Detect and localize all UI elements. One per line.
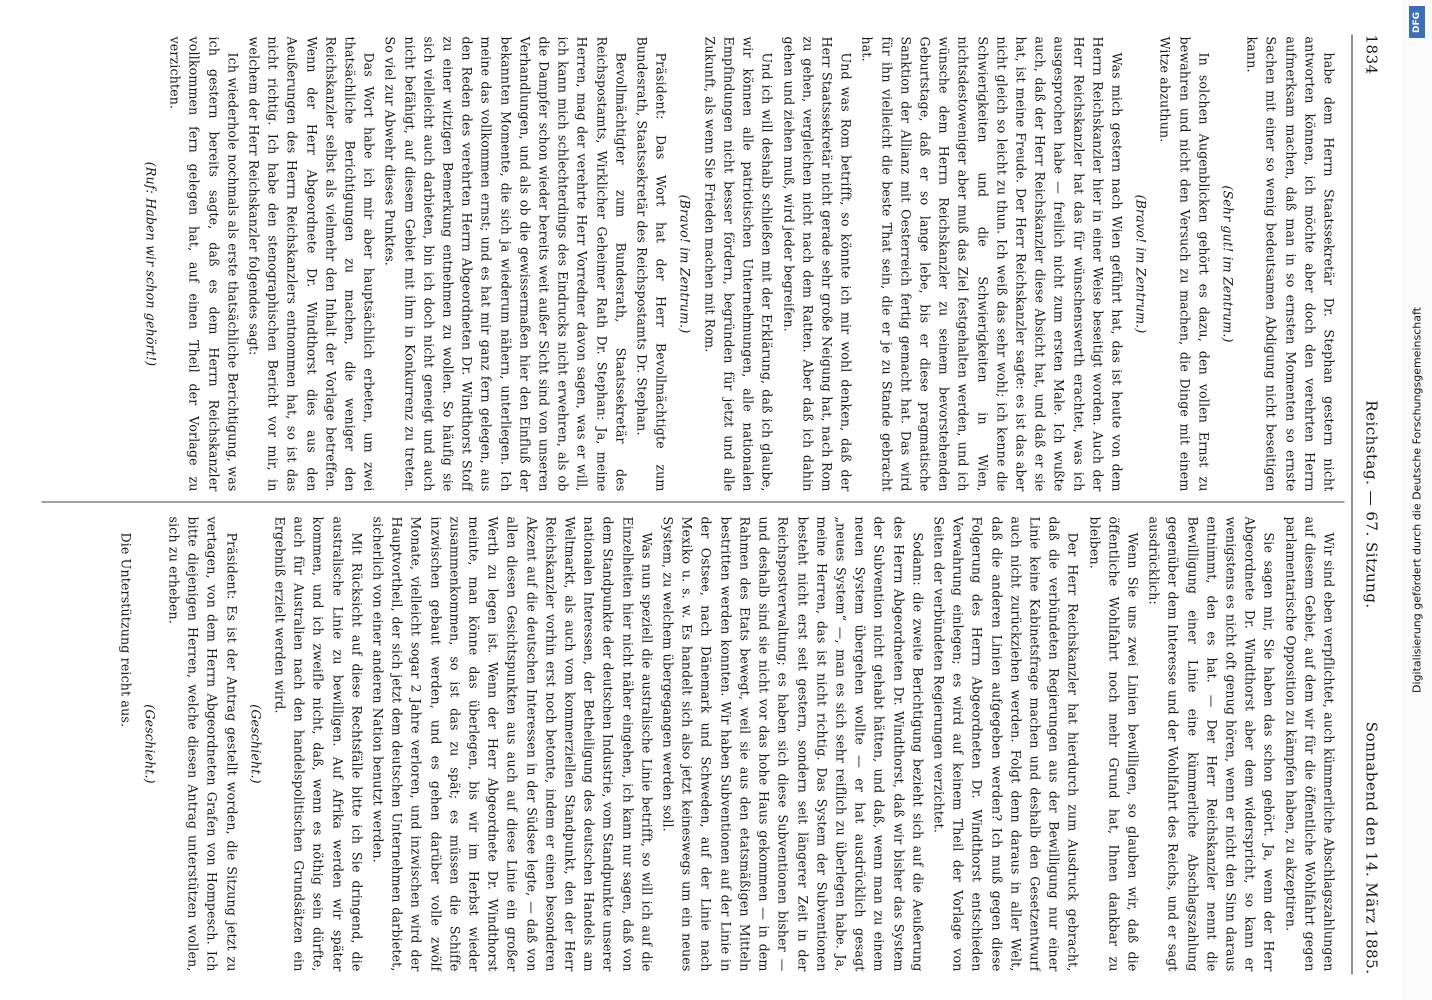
- interjection: (Ruf: Haben wir schon gehört!): [143, 161, 159, 367]
- interjection: (Bravo! im Zentrum.): [678, 194, 693, 334]
- dfg-logo: DFG: [1409, 6, 1425, 38]
- paragraph: Und was Rom betrifft, so könnte ich mir wohl denken, daß der Herr Staatssekretär nicht gerade sehr große Neigung hat, nach Rom zu gehen, vergleichen nicht nach dem Ratten. Aber daß ich dahin gehen und ziehen muß, wird jeder begreifen.: [781, 36, 854, 492]
- interjection: (Sehr gut! im Zentrum.): [1220, 185, 1236, 343]
- paragraph: Der Herr Reichskanzler hat hierdurch zum Ausdruck gebracht, daß die verbündeten Regierungen aus der Bewilligung nur einer Linie keine Kabinetsfrage machen und deshalb den Gesetzentwurf auch nicht zurückziehen werden. Folgt denn daraus in aller Welt, daß die anderen Linien aufgegeben werden? Ich muß gegen diese Folgerung des Herrn Abgeordneten Dr. Windthorst entschieden Verwahrung einlegen; es wird auf keinem Theil der Vorlage von Seiten der verbündeten Regierungen verzichtet.: [931, 516, 1081, 972]
- paragraph: Ich wiederhole nochmals als erste thatsächliche Berichtigung, was ich gestern bereits sagte, daß es dem Herrn Reichskanzler vollkommen fern gelegen hat, auf einen Theil der Vorlage zu verzichten.: [167, 36, 241, 492]
- header-rule: [1352, 35, 1353, 975]
- interjection: (Geschieht.): [142, 704, 158, 784]
- paragraph: habe dem Herrn Staatssekretär Dr. Stephan gestern nicht antworten können, ich möchte aber doch den verehrten Herrn aufmerksam machen, daß man in so ernsten Momenten so ernste Sachen mit einer so wenig bedeutsamen Abdigung nicht beseitigen kann.: [1244, 36, 1337, 492]
- digitization-credit: Digitalisierung gefördert durch die Deutsche Forschungsgemeinschaft: [1410, 307, 1424, 693]
- page-number: 1834: [1362, 34, 1381, 75]
- paragraph: Wenn Sie uns zwei Linien bewilligen, so glauben wir, daß die öffentliche Wohlfahrt noch mehr Grund hat, Ihnen dankbar zu bleiben.: [1087, 516, 1141, 972]
- paragraph: Sie sagen mir, Sie haben das schon gehört. Ja, wenn der Herr Abgeordnete Dr. Windthorst aber dem widerspricht, so kann er wenigstens es nicht oft genug hören, wenn er nicht den Sinn daraus entnimmt, den es hat. — Der Herr Reichskanzler nennt die Bewilligung einer Linie eine kümmerliche Abschlagszahlung gegenüber dem Interesse und der Wohlfahrt des Reichs, und er sagt ausdrücklich:: [1146, 516, 1277, 972]
- left-column: [42, 37, 1339, 492]
- scanned-page: [12, 24, 1397, 994]
- paragraph: Wir sind eben verpflichtet, auch kümmerliche Abschlagszahlungen auf diesem Gebiet, auf dem wir für die öffentliche Wohlfahrt gegen parlamentarische Opposition zu kämpfen haben, zu akzeptiren.: [1283, 516, 1337, 972]
- interjection: (Geschieht.): [248, 704, 264, 784]
- column-divider: [42, 502, 1345, 503]
- paragraph: Die Unterstützung reicht aus.: [118, 532, 134, 728]
- right-column: [42, 517, 1339, 972]
- paragraph: Mit Rücksicht auf diese Rechtsfälle bitte ich Sie dringend, die australische Linie zu bewilligen. Auf Afrika werden wir später kommen, und ich zweifle nicht, daß, wenn es nöthig sein dürfte, auch für Australien nach den handelspolitischen Grundsätzen ein Ergebniß erzielt werden wird.: [272, 516, 365, 972]
- paragraph: Was nun speziell die australische Linie betrifft, so will ich auf die Einzelheiten hier nicht näher eingehen, ich kann nur sagen, daß von dem Standpunkte der deutschen Industrie, vom Standpunkte unserer nationalen Interessen, der Betheiligung des deutschen Handels am Weltmarkt, als auch vom kommerziellen Standpunkt, den der Herr Reichskanzler vorhin erst noch betonte, indem er einen besonderen Akzent auf die deutschen Interessen in der Südsee legte, — daß von allen diesen Gesichtspunkten aus auch auf diese Linie ein großer Werth zu legen ist. Wenn der Herr Abgeordnete Dr. Windthorst meinte, man könne das überlegen, bis wir im Herbst wieder zusammenkommen, so ist das zu spät; es müssen die Schiffe inzwischen gebaut werden, und es gehen darüber volle zwölf Monate, vielleicht sogar 2 Jahre verloren, und inzwischen wird der Hauptvortheil, der sich jetzt dem deutschen Unternehmen darbietet, sicherlich von einer anderen Nation benutzt werden.: [370, 516, 655, 972]
- book-page: [12, 25, 1397, 985]
- paragraph: Sodann: die zweite Berichtigung bezieht sich auf die Aeußerung des Herrn Abgeordneten Dr. Windthorst, daß wir bisher das System der Subvention nicht gehabt hätten, und daß, wenn man zu einem neuen System übergehen wollte — er hat ausdrücklich gesagt „neues System“ —, man es sich sehr reiflich zu überlegen habe. Ja, meine Herren, das ist nicht richtig. Das System der Subventionen besteht nicht erst seit gestern, sondern seit längerer Zeit in der Reichspostverwaltung; es haben sich diese Subventionen bisher — und deshalb sind sie nicht vor das hohe Haus gekommen — in dem Rahmen des Etats bewegt, weil sie aus den etatsmäßigen Mitteln bestritten werden konnten. Wir haben Subventionen auf der Linie in der Ostsee, nach Dänemark und Schweden, auf der Linie nach Mexiko u. s. w. Es handelt sich also jetzt keineswegs um ein neues System, zu welchem übergegangen werden soll.: [660, 516, 926, 972]
- rotated-content-frame: [12, 24, 1397, 984]
- interjection: (Bravo! im Zentrum.): [1133, 194, 1149, 334]
- digitization-credit-strip: [1402, 0, 1432, 1000]
- paragraph: In solchen Augenblicken gehört es dazu, den vollen Ernst zu bewahren und nicht den Versuch zu machen, die Dinge mit einem Witze abzuthun.: [1157, 36, 1212, 492]
- paragraph: Und ich will deshalb schließen mit der Erklärung, daß ich glaube, wir können alle patriotischen Unternehmungen, alle nationalen Empfindungen nicht besser fördern, begründen für jetzt und alle Zukunft, als wenn Sie Frieden machen mit Rom.: [702, 36, 775, 492]
- paragraph: Das Wort habe ich mir aber hauptsächlich erbeten, um zwei thatsächliche Berichtigungen zu machen, die weniger den Reichskanzler selbst als vielmehr den Inhalt der Vorlage betreffen. Wenn der Herr Abgeordnete Dr. Windthorst dies aus den Aeußerungen des Herrn Reichskanzlers entnommen hat, so ist das nicht richtig. Ich habe den stenographischen Bericht vor mir, in welchem der Herr Reichskanzler folgendes sagt:: [246, 36, 377, 492]
- session-date: Sonnabend den 14. März 1885.: [1362, 721, 1381, 975]
- paragraph: Präsident: Das Wort hat der Herr Bevollmächtigte zum Bundesrath, Staatssekretär des Reichspostamts Dr. Stephan.: [634, 36, 669, 492]
- paragraph: Was mich gestern nach Wien geführt hat, das ist heute von dem Herrn Reichskanzler hier in einer Weise beseitigt worden. Auch der Herr Reichskanzler hat das für wünschenswerth erachtet, was ich ausgesprochen habe — freilich nicht zum ersten Male. Ich wußte auch, daß der Herr Reichskanzler diese Absicht hat, und daß er sie hat, ist meine Freude. Der Herr Reichskanzler sagte: es ist das aber nicht gleich so leicht zu thun. Ich weiß das sehr wohl; ich kenne die Schwierigkeiten und die Schwierigkeiten in Wien, nichtsdestoweniger aber muß das Ziel festgehalten werden, und ich wünsche dem Herrn Reichskanzler zu seinem bevorstehenden Geburtstage, daß er so lange lebe, bis er diese pragmatische Sanktion der Allianz mit Oesterreich fertig gemacht hat. Das wird für ihn vielleicht die beste That sein, die er je zu Stande gebracht hat.: [859, 36, 1125, 492]
- session-title: Reichstag. — 67. Sitzung.: [1362, 400, 1381, 609]
- paragraph: Präsident: Es ist der Antrag gestellt worden, die Sitzung jetzt zu vertagen, von dem Herrn Abgeordneten Grafen von Hompesch. Ich bitte diejenigen Herren, welche diesen Antrag unterstützen wollen, sich zu erheben.: [166, 516, 240, 972]
- running-header: [1351, 35, 1381, 975]
- paragraph: Bevollmächtigter zum Bundesrath, Staatssekretär des Reichspostamts, Wirklicher Geheimer Rath Dr. Stephan: Ja, meine Herren, mag der verehrte Herr Vorredner davon sagen, was er will, ich kann mich schlechterdings des Eindrucks nicht erwehren, als ob die Dampfer schon wieder bereits weit außer Sicht sind von unseren Verhandlungen, und als ob die gewissermaßen hier den Einfluß der bekannten Momente, die sich ja wiederum nähern, unterliegen. Ich meine das vollkommen ernst; und es hat mir ganz fern gelegen, aus den Reden des verehrten Herrn Abgeordneten Dr. Windthorst Stoff zu einer witzigen Bemerkung entnehmen zu wollen. So häufig sie sich vielleicht auch darbieten, bin ich doch nicht geneigt und auch nicht befähigt, auf diesem Gebiet mit ihm in Konkurrenz zu treten. So viel zur Abwehr dieses Punktes.: [382, 36, 629, 492]
